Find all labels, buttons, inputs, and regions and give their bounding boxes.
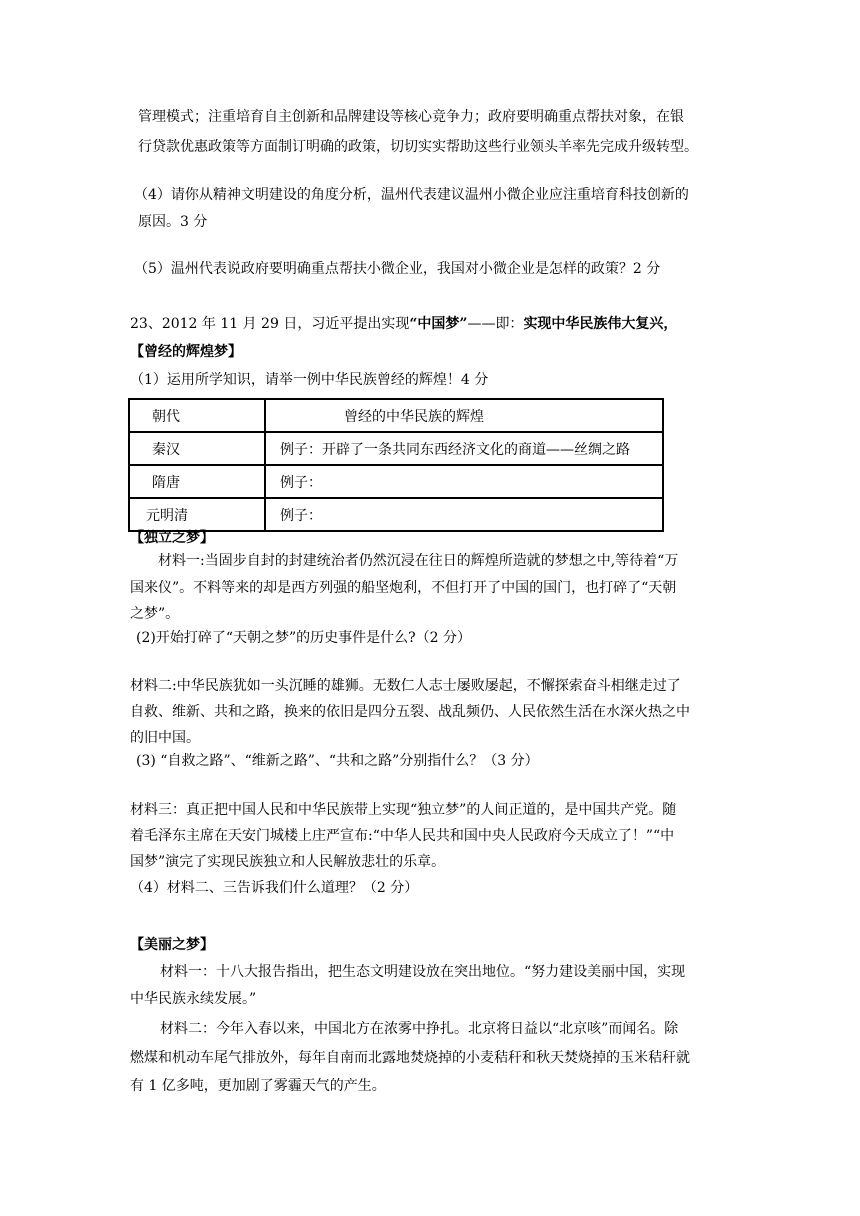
table-cell-example: 例子： (265, 498, 663, 531)
material-2-line: 的旧中国。 (130, 730, 200, 746)
question-4: （4）请你从精神文明建设的角度分析，温州代表建议温州小微企业应注重培育科技创新的 (134, 187, 689, 203)
table-cell-dynasty: 秦汉 (129, 432, 265, 465)
beauty-material-2-line: 有 1 亿多吨，更加剧了雾霾天气的产生。 (130, 1078, 386, 1094)
table-header-cell: 朝代 (129, 399, 265, 432)
table-cell-example: 例子： (265, 465, 663, 498)
material-2-line: 自救、维新、共和之路，换来的依旧是四分五裂、战乱频仍、人民依然生活在水深火热之中 (130, 704, 690, 720)
material-3-line: 材料三：真正把中国人民和中华民族带上实现“独立梦”的人间正道的，是中国共产党。随 (130, 802, 677, 818)
table-cell-example: 例子：开辟了一条共同东西经济文化的商道——丝绸之路 (265, 432, 663, 465)
beauty-material-2-line: 燃煤和机动车尾气排放外，每年自南而北露地焚烧掉的小麦秸秆和秋天焚烧掉的玉米秸秆就 (130, 1050, 690, 1066)
paragraph-line: 管理模式；注重培育自主创新和品牌建设等核心竞争力；政府要明确重点帮扶对象，在银 (138, 109, 684, 125)
material-1-line: 材料一:当固步自封的封建统治者仍然沉浸在往日的辉煌所造就的梦想之中,等待着“万 (158, 553, 679, 569)
material-1-line: 之梦”。 (130, 606, 180, 622)
section-title-independence: 【独立之梦】 (130, 530, 214, 546)
question-1: （1）运用所学知识，请举一例中华民族曾经的辉煌！4 分 (130, 372, 489, 388)
question-4-continued: 原因。3 分 (138, 214, 208, 230)
section-title-beauty: 【美丽之梦】 (130, 937, 214, 953)
material-3-line: 着毛泽东主席在天安门城楼上庄严宣布:“中华人民共和国中央人民政府今天成立了！”“中 (130, 828, 675, 844)
question-23 (130, 315, 677, 333)
question-23-revival: 实现中华民族伟大复兴， (523, 316, 678, 332)
question-23-prefix: 23、2012 年 11 月 29 日，习近平提出实现 (130, 316, 410, 332)
beauty-material-1-line: 材料一：十八大报告指出，把生态文明建设放在突出地位。“努力建设美丽中国，实现 (160, 964, 686, 980)
question-23-mid: ——即： (467, 316, 524, 332)
dynasty-glory-table (128, 398, 664, 532)
paragraph-line: 行贷款优惠政策等方面制订明确的政策，切切实实帮助这些行业领头羊率先完成升级转型。 (138, 139, 698, 155)
table-row (129, 498, 663, 531)
table-row (129, 465, 663, 498)
beauty-material-1-line: 中华民族永续发展。” (130, 991, 257, 1007)
section-title-glory: 【曾经的辉煌梦】 (130, 344, 242, 360)
table-header-cell: 曾经的中华民族的辉煌 (265, 399, 663, 432)
beauty-material-2-line: 材料二：今年入春以来，中国北方在浓雾中挣扎。北京将日益以“北京咳”而闻名。除 (160, 1021, 679, 1037)
material-2-line: 材料二:中华民族犹如一头沉睡的雄狮。无数仁人志士屡败屡起，不懈探索奋斗相继走过了 (130, 678, 681, 694)
question-4b: （4）材料二、三告诉我们什么道理？（2 分） (130, 880, 419, 896)
table-cell-dynasty: 元明清 (129, 498, 265, 531)
material-1-line: 国来仪”。不料等来的却是西方列强的船坚炮利，不但打开了中国的国门，也打碎了“天朝 (130, 580, 677, 596)
material-3-line: 国梦”演完了实现民族独立和人民解放悲壮的乐章。 (130, 854, 446, 870)
table-cell-dynasty: 隋唐 (129, 465, 265, 498)
table-row (129, 432, 663, 465)
table-header-row (129, 399, 663, 432)
question-2: (2)开始打碎了“天朝之梦”的历史事件是什么?（2 分） (136, 630, 472, 646)
question-23-china-dream: “中国梦” (409, 316, 468, 332)
question-5: （5）温州代表说政府要明确重点帮扶小微企业，我国对小微企业是怎样的政策？2 分 (134, 261, 661, 277)
question-3: (3) “自救之路”、“维新之路”、“共和之路”分别指什么？（3 分） (136, 753, 539, 769)
